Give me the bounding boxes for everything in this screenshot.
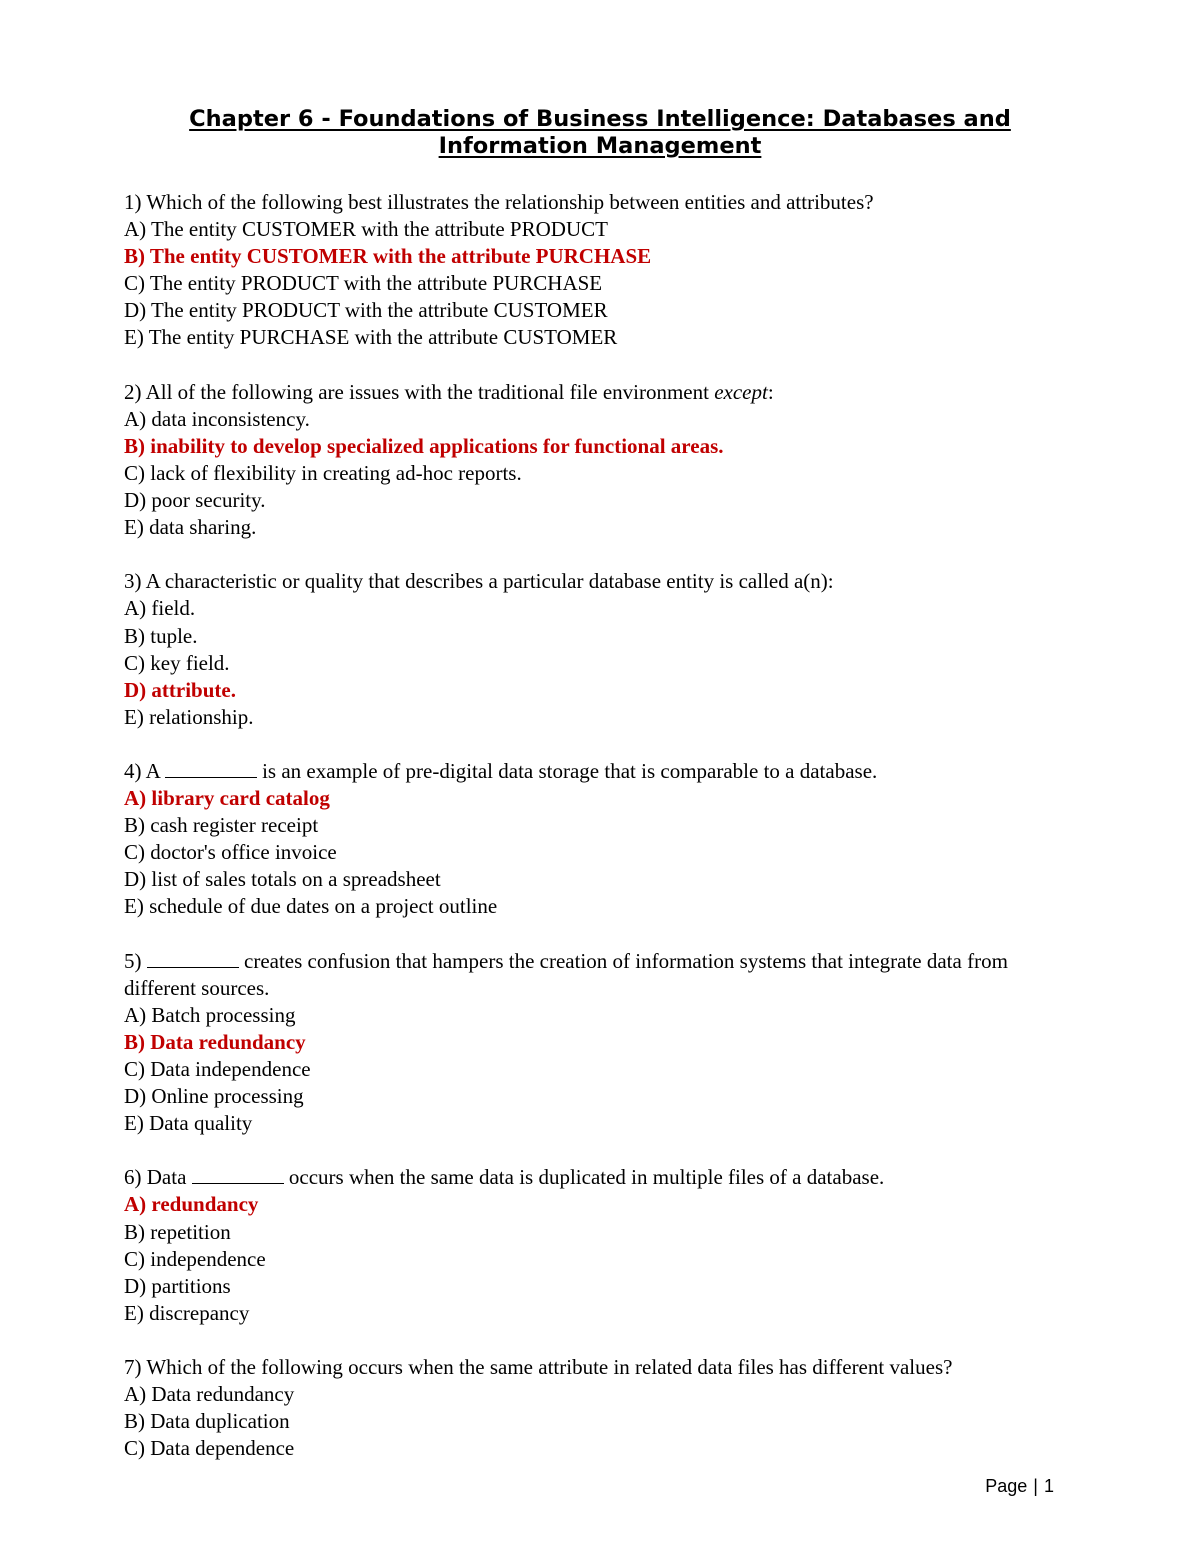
question-stem: 7) Which of the following occurs when the same attribute in related data files has different values? (124, 1355, 953, 1380)
fill-in-blank (192, 1167, 284, 1184)
option: B) Data duplication (124, 1409, 290, 1434)
question-2 (124, 379, 1064, 542)
option: B) repetition (124, 1219, 231, 1244)
page-number: 1 (1043, 1476, 1054, 1496)
option: E) schedule of due dates on a project outline (124, 894, 498, 919)
fill-in-blank (147, 951, 239, 968)
question-stem (124, 948, 1064, 1002)
option: C) key field. (124, 650, 230, 675)
stem-text: 6) Data (124, 1165, 192, 1190)
option: C) The entity PRODUCT with the attribute PURCHASE (124, 271, 603, 296)
option: E) Data quality (124, 1111, 253, 1136)
option: A) Data redundancy (124, 1382, 295, 1407)
question-stem (124, 758, 1064, 785)
stem-text: is an example of pre-digital data storage that is comparable to a database. (256, 758, 878, 783)
correct-answer: B) Data redundancy (124, 1029, 306, 1054)
page-separator: | (1033, 1476, 1038, 1496)
option: A) The entity CUSTOMER with the attribute PRODUCT (124, 217, 608, 242)
correct-answer: B) inability to develop specialized applications for functional areas. (124, 433, 724, 458)
page-label: Page (985, 1476, 1028, 1496)
option: E) relationship. (124, 704, 254, 729)
option: D) partitions (124, 1273, 231, 1298)
question-stem (124, 379, 1064, 406)
stem-text: occurs when the same data is duplicated in multiple files of a database. (283, 1165, 885, 1190)
stem-text: 5) (124, 948, 147, 973)
option: A) field. (124, 596, 196, 621)
correct-answer: D) attribute. (124, 677, 236, 702)
option: D) The entity PRODUCT with the attribute CUSTOMER (124, 298, 608, 323)
question-3 (124, 568, 1064, 731)
question-7 (124, 1354, 1064, 1462)
question-list (124, 189, 1064, 1490)
option: A) data inconsistency. (124, 406, 310, 431)
question-stem (124, 1164, 1064, 1191)
fill-in-blank (165, 761, 257, 778)
option: C) independence (124, 1246, 266, 1271)
question-4 (124, 758, 1064, 921)
page-title: Chapter 6 - Foundations of Business Intelligence: Databases and Information Management (189, 106, 1011, 159)
correct-answer: B) The entity CUSTOMER with the attribute PURCHASE (124, 244, 652, 269)
option: C) lack of flexibility in creating ad-hoc reports. (124, 460, 522, 485)
option: B) cash register receipt (124, 813, 319, 838)
correct-answer: A) library card catalog (124, 786, 330, 811)
option: E) The entity PURCHASE with the attribute CUSTOMER (124, 325, 618, 350)
stem-emphasis: except (714, 379, 768, 404)
option: B) tuple. (124, 623, 198, 648)
stem-text: 2) All of the following are issues with the traditional file environment (124, 379, 715, 404)
question-1 (124, 189, 1064, 352)
correct-answer: A) redundancy (124, 1192, 259, 1217)
option: D) list of sales totals on a spreadsheet (124, 867, 441, 892)
option: D) poor security. (124, 488, 266, 513)
question-stem: 1) Which of the following best illustrates the relationship between entities and attributes? (124, 190, 874, 214)
stem-text: 4) A (124, 758, 165, 783)
question-6 (124, 1164, 1064, 1327)
option: E) discrepancy (124, 1300, 250, 1325)
option: C) Data dependence (124, 1436, 295, 1461)
option: C) doctor's office invoice (124, 840, 337, 865)
page-footer (985, 1476, 1054, 1497)
option: C) Data independence (124, 1057, 311, 1081)
stem-text: creates confusion that hampers the creation of information systems that integrate data from different sources. (124, 948, 1014, 1000)
question-stem: 3) A characteristic or quality that describes a particular database entity is called a(n): (124, 569, 834, 594)
stem-text: : (767, 379, 774, 404)
option: D) Online processing (124, 1084, 304, 1109)
option: A) Batch processing (124, 1002, 296, 1027)
question-5 (124, 948, 1064, 1138)
option: E) data sharing. (124, 515, 257, 540)
